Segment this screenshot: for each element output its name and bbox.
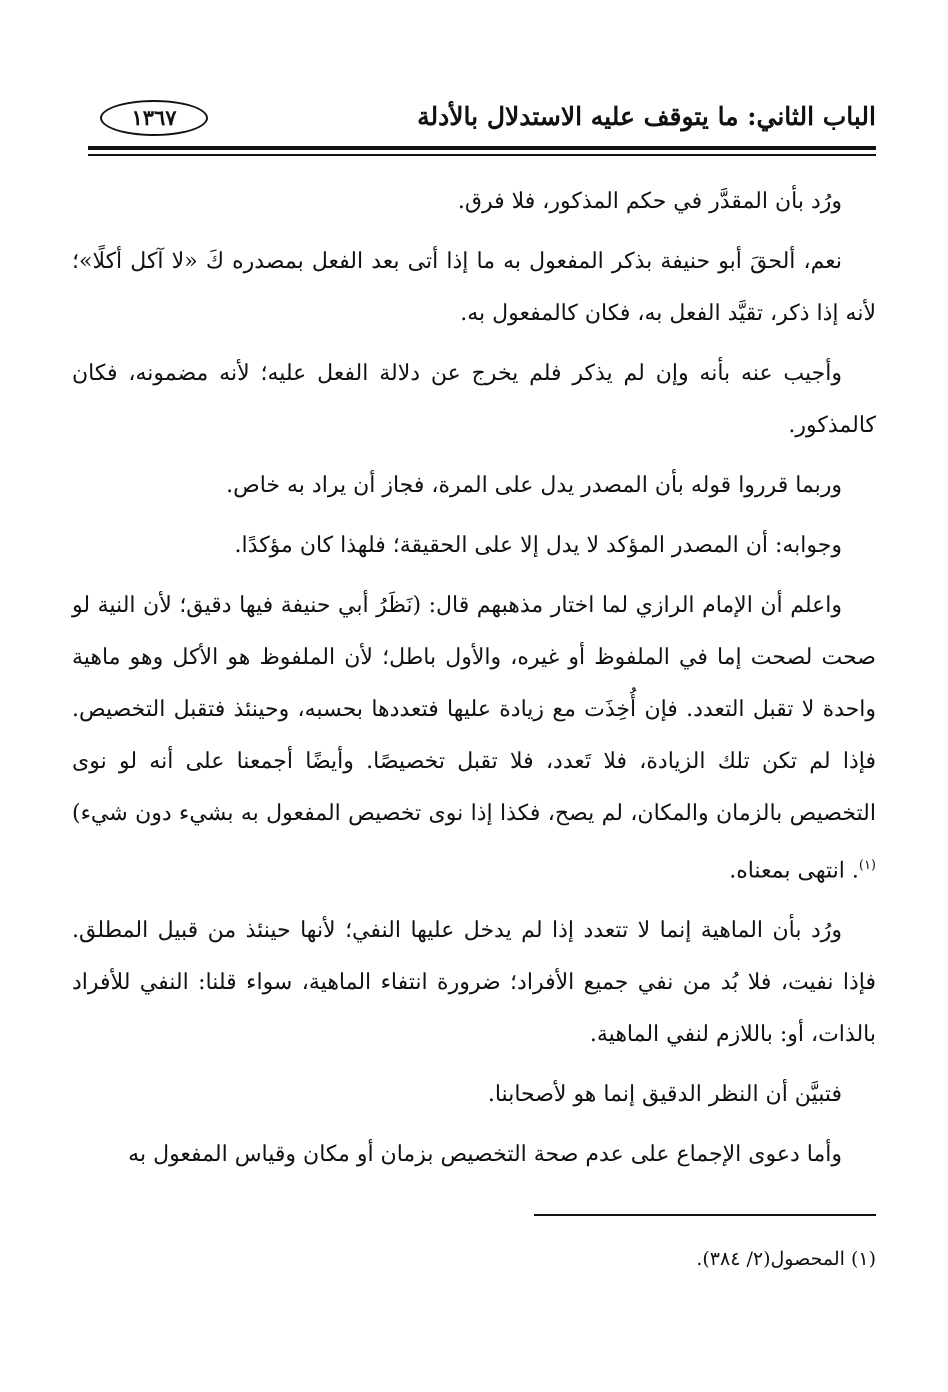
paragraph-3: وأجيب عنه بأنه وإن لم يذكر فلم يخرج عن دلالة الفعل عليه؛ لأنه مضمونه، فكان كالمذكور. xyxy=(72,361,876,438)
header-rule-thin xyxy=(88,154,876,156)
running-header xyxy=(84,96,876,146)
page-number: ١٣٦٧ xyxy=(100,100,208,136)
paragraph-5: وجوابه: أن المصدر المؤكد لا يدل إلا على الحقيقة؛ فلهذا كان مؤكدًا. xyxy=(234,533,842,558)
paragraph-9: وأما دعوى الإجماع على عدم صحة التخصيص بزمان أو مكان وقياس المفعول به xyxy=(128,1142,842,1168)
chapter-title: الباب الثاني: ما يتوقف عليه الاستدلال بالأدلة xyxy=(417,102,876,131)
paragraph-6 xyxy=(72,580,876,897)
paragraph-7: ورُد بأن الماهية إنما لا تتعدد إذا لم يدخل عليها النفي؛ لأنها حينئذ من قبيل المطلق. فإذا نفيت، فلا بُد من نفي جميع الأفراد؛ ضرورة انتفاء الماهية، سواء قلنا: النفي للأفراد بالذات، أو: باللازم لنفي الماهية. xyxy=(72,918,876,1048)
header-rule-thick xyxy=(88,146,876,150)
paragraph-6-tail: . انتهى بمعناه. xyxy=(729,858,859,884)
paragraph-6-text: واعلم أن الإمام الرازي لما اختار مذهبهم قال: (نَظَرُ أبي حنيفة فيها دقيق؛ لأن النية لو صحت لصحت إما في الملفوظ أو غيره، والأول باطل؛ لأن الملفوظ هو الأكل وهو ماهية واحدة لا تقبل التعدد. فإن أُخِذَت مع زيادة عليها فتعددها بحسبه، وحينئذ فتقبل التخصيص. فإذا لم تكن تلك الزيادة، فلا تَعدد، فلا تقبل تخصيصًا. وأيضًا أجمعنا على أنه لو نوى التخصيص بالزمان والمكان، لم يصح، فكذا إذا نوى تخصيص المفعول به بشيء دون شيء) xyxy=(72,593,876,826)
footnote-1: (١) المحصول(٢/ ٣٨٤). xyxy=(696,1248,876,1270)
paragraph-2: نعم، ألحقَ أبو حنيفة بذكر المفعول به ما إذا أتى بعد الفعل بمصدره كَ «لا آكل أكلًا»؛ لأنه إذا ذكر، تقيَّد الفعل به، فكان كالمفعول به. xyxy=(72,249,876,326)
body-text xyxy=(72,176,876,1189)
footnote-separator xyxy=(534,1214,876,1216)
paragraph-1: ورُد بأن المقدَّر في حكم المذكور، فلا فرق. xyxy=(457,189,842,214)
footnote-marker: (١) xyxy=(858,858,876,873)
paragraph-8: فتبيَّن أن النظر الدقيق إنما هو لأصحابنا. xyxy=(487,1082,842,1108)
paragraph-4: وربما قرروا قوله بأن المصدر يدل على المرة، فجاز أن يراد به خاص. xyxy=(226,473,842,498)
